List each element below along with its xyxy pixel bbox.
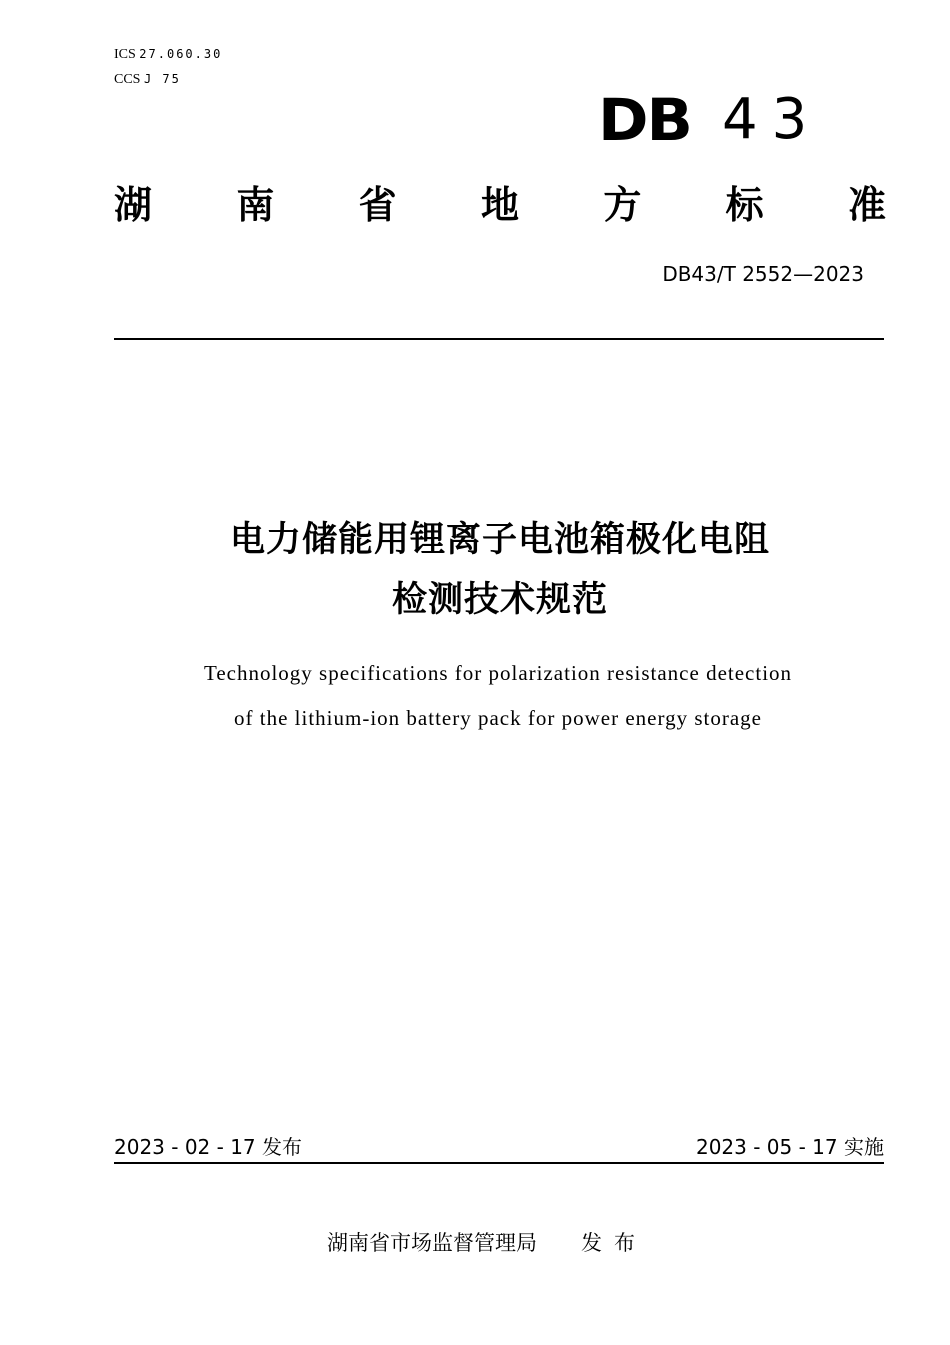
db-logo bbox=[598, 86, 822, 154]
standard-type bbox=[114, 180, 886, 230]
standard-type-char: 地 bbox=[480, 183, 519, 227]
title-english-line-1: Technology specifications for polarization resistance detection bbox=[203, 661, 793, 685]
release-date: 2023 - 02 - 17 发布 bbox=[114, 1135, 303, 1159]
ics-label: ICS bbox=[114, 47, 136, 62]
implementation-date: 2023 - 05 - 17 实施 bbox=[695, 1135, 884, 1159]
standard-type-char: 湖 bbox=[114, 183, 153, 227]
footer-divider bbox=[114, 1162, 884, 1164]
standard-type-char: 方 bbox=[603, 183, 642, 227]
db-mark: DB bbox=[598, 86, 691, 154]
issue-label: 发布 bbox=[581, 1231, 647, 1255]
ccs-code: J 75 bbox=[143, 72, 181, 86]
issuer-name: 湖南省市场监督管理局 bbox=[327, 1231, 537, 1255]
title-chinese-line-1: 电力储能用锂离子电池箱极化电阻 bbox=[229, 520, 770, 560]
standard-type-char: 南 bbox=[236, 183, 275, 227]
title-english-line-2: of the lithium-ion battery pack for power energy storage bbox=[234, 706, 762, 730]
db-province-number: 43 bbox=[722, 87, 822, 152]
ccs-label: CCS bbox=[114, 72, 141, 87]
standard-number: DB43/T 2552—2023 bbox=[662, 262, 864, 286]
standard-type-char: 省 bbox=[358, 183, 397, 227]
header-divider bbox=[114, 338, 884, 340]
standard-type-char: 准 bbox=[847, 183, 886, 227]
standard-type-char: 标 bbox=[725, 183, 764, 227]
ics-line bbox=[114, 45, 222, 64]
title-chinese-line-2: 检测技术规范 bbox=[391, 580, 608, 620]
issuer-line bbox=[0, 1229, 950, 1257]
ccs-line bbox=[114, 70, 181, 89]
ics-code: 27.060.30 bbox=[139, 47, 223, 61]
